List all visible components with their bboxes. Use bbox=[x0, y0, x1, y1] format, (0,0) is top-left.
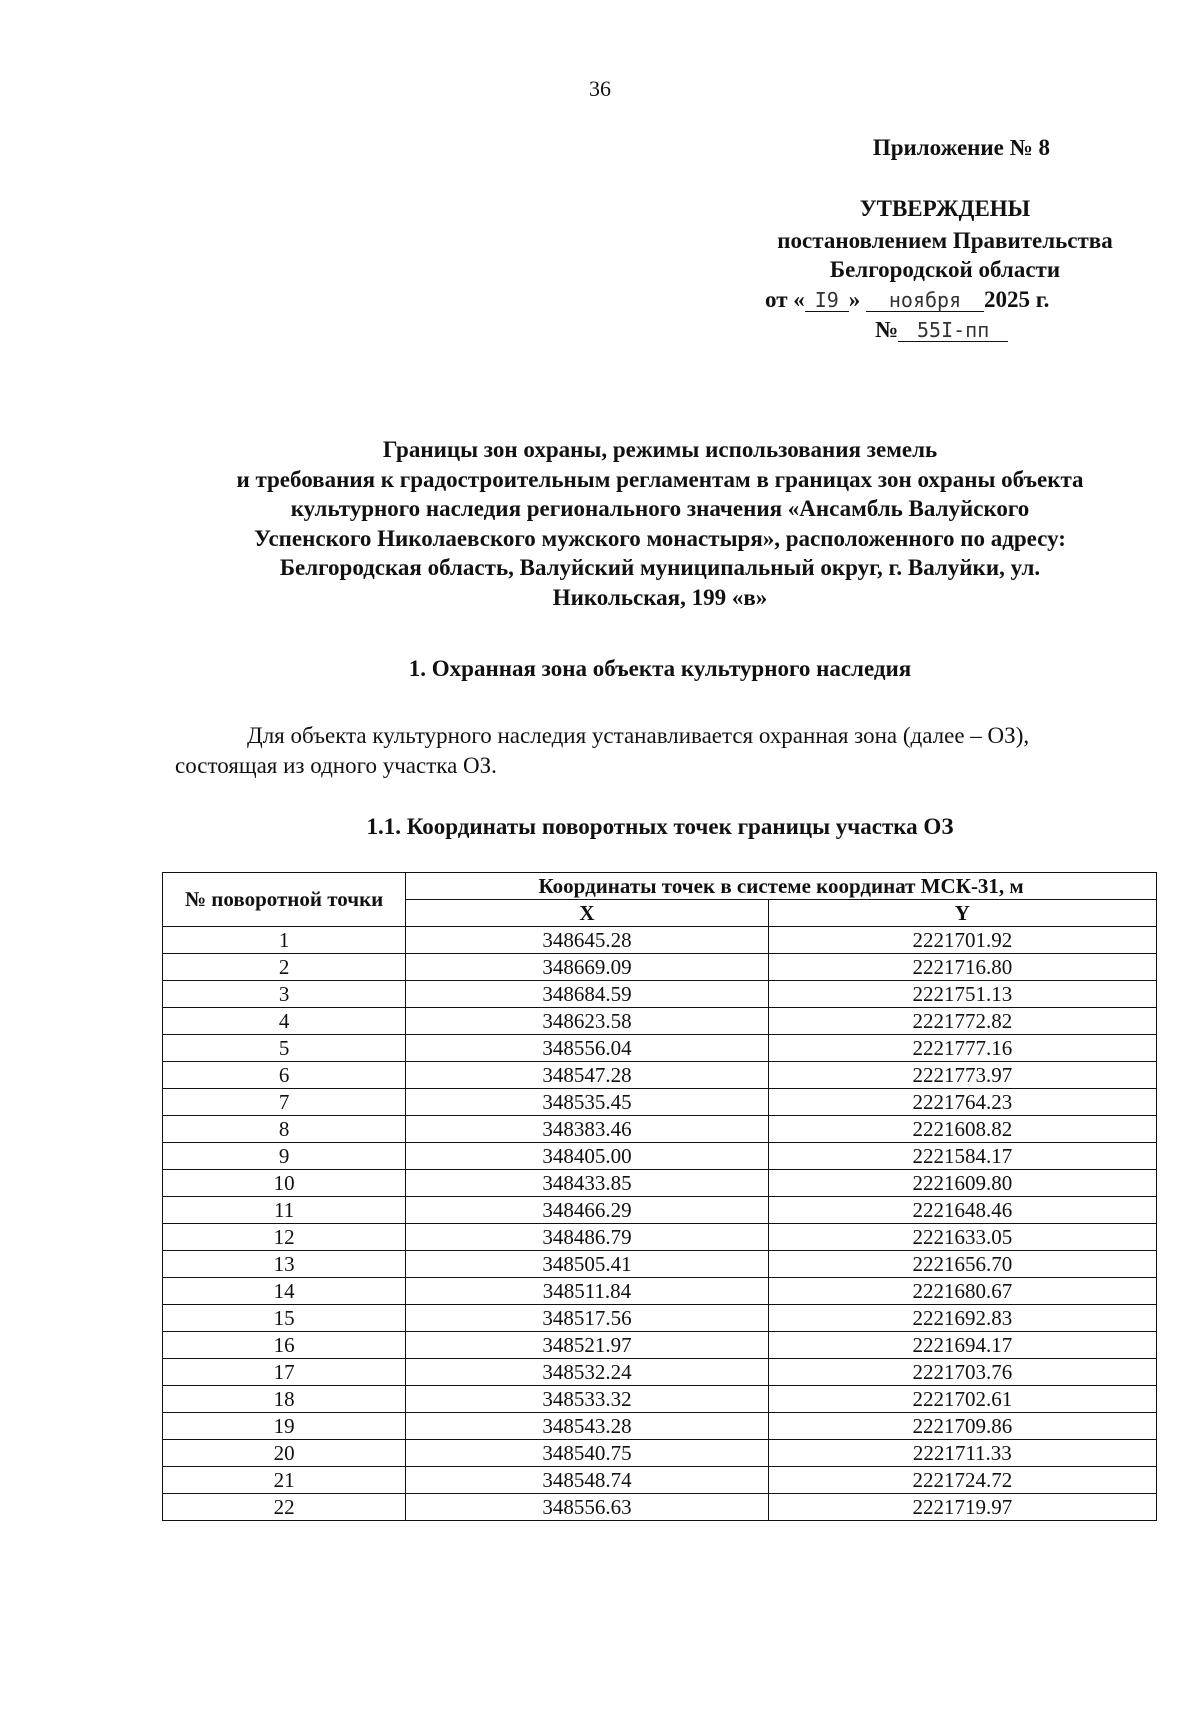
point-number-cell: 20 bbox=[163, 1440, 406, 1467]
x-coordinate-cell: 348540.75 bbox=[406, 1440, 768, 1467]
date-mid: » bbox=[848, 287, 861, 312]
point-number-cell: 18 bbox=[163, 1386, 406, 1413]
table-row bbox=[163, 1359, 1157, 1386]
x-coordinate-cell: 348405.00 bbox=[406, 1143, 768, 1170]
table-row bbox=[163, 1332, 1157, 1359]
point-number-cell: 6 bbox=[163, 1062, 406, 1089]
point-number-cell: 13 bbox=[163, 1251, 406, 1278]
title-line: Никольская, 199 «в» bbox=[552, 584, 768, 610]
point-number-cell: 14 bbox=[163, 1278, 406, 1305]
title-line: Белгородская область, Валуйский муниципальный округ, г. Валуйки, ул. bbox=[279, 555, 1041, 580]
date-day: I9 bbox=[805, 289, 849, 312]
table-row bbox=[163, 1089, 1157, 1116]
x-coordinate-cell: 348466.29 bbox=[406, 1197, 768, 1224]
point-number-cell: 5 bbox=[163, 1035, 406, 1062]
point-number-cell: 19 bbox=[163, 1413, 406, 1440]
table-row bbox=[163, 1170, 1157, 1197]
y-coordinate-cell: 2221777.16 bbox=[768, 1035, 1156, 1062]
table-row bbox=[163, 1224, 1157, 1251]
table-row bbox=[163, 1494, 1157, 1521]
point-number-cell: 10 bbox=[163, 1170, 406, 1197]
date-year: 2025 г. bbox=[984, 287, 1050, 312]
x-coordinate-cell: 348556.04 bbox=[406, 1035, 768, 1062]
table-row bbox=[163, 1413, 1157, 1440]
decree-number bbox=[875, 315, 1075, 344]
y-coordinate-cell: 2221656.70 bbox=[768, 1251, 1156, 1278]
y-coordinate-cell: 2221702.61 bbox=[768, 1386, 1156, 1413]
number-value: 55I-пп bbox=[898, 319, 1008, 342]
table-row bbox=[163, 1251, 1157, 1278]
table-row bbox=[163, 1008, 1157, 1035]
x-coordinate-cell: 348547.28 bbox=[406, 1062, 768, 1089]
x-coordinate-cell: 348556.63 bbox=[406, 1494, 768, 1521]
table-row bbox=[163, 954, 1157, 981]
y-coordinate-cell: 2221751.13 bbox=[768, 981, 1156, 1008]
table-row bbox=[163, 1440, 1157, 1467]
x-coordinate-cell: 348543.28 bbox=[406, 1413, 768, 1440]
date-prefix: от « bbox=[765, 287, 805, 312]
table-row bbox=[163, 1386, 1157, 1413]
table-row bbox=[163, 1278, 1157, 1305]
x-coordinate-cell: 348486.79 bbox=[406, 1224, 768, 1251]
y-coordinate-cell: 2221716.80 bbox=[768, 954, 1156, 981]
approved-heading: УТВЕРЖДЕНЫ bbox=[859, 196, 1031, 221]
header-x: X bbox=[406, 900, 768, 927]
y-coordinate-cell: 2221703.76 bbox=[768, 1359, 1156, 1386]
point-number-cell: 12 bbox=[163, 1224, 406, 1251]
x-coordinate-cell: 348505.41 bbox=[406, 1251, 768, 1278]
y-coordinate-cell: 2221692.83 bbox=[768, 1305, 1156, 1332]
point-number-cell: 15 bbox=[163, 1305, 406, 1332]
x-coordinate-cell: 348548.74 bbox=[406, 1467, 768, 1494]
table-row bbox=[163, 1035, 1157, 1062]
body-paragraph bbox=[175, 721, 1155, 781]
x-coordinate-cell: 348511.84 bbox=[406, 1278, 768, 1305]
title-line: и требования к градостроительным регламентам в границах зон охраны объекта bbox=[236, 466, 1084, 492]
x-coordinate-cell: 348684.59 bbox=[406, 981, 768, 1008]
document-title bbox=[160, 435, 1160, 612]
approved-by-line: постановлением Правительства bbox=[777, 228, 1113, 253]
title-line: Успенского Николаевского мужского монастыря», расположенного по адресу: bbox=[254, 525, 1066, 551]
number-prefix: № bbox=[875, 317, 899, 342]
y-coordinate-cell: 2221648.46 bbox=[768, 1197, 1156, 1224]
table-heading: 1.1. Координаты поворотных точек границы участка ОЗ bbox=[366, 814, 954, 839]
y-coordinate-cell: 2221633.05 bbox=[768, 1224, 1156, 1251]
table-row bbox=[163, 1143, 1157, 1170]
y-coordinate-cell: 2221608.82 bbox=[768, 1116, 1156, 1143]
header-coordinates: Координаты точек в системе координат МСК-31, м bbox=[406, 873, 1157, 900]
title-line: культурного наследия регионального значения «Ансамбль Валуйского bbox=[290, 496, 1030, 521]
table-body bbox=[163, 927, 1157, 1521]
x-coordinate-cell: 348669.09 bbox=[406, 954, 768, 981]
coordinates-table bbox=[162, 872, 1157, 1521]
table-row bbox=[163, 1116, 1157, 1143]
point-number-cell: 11 bbox=[163, 1197, 406, 1224]
point-number-cell: 7 bbox=[163, 1089, 406, 1116]
point-number-cell: 21 bbox=[163, 1467, 406, 1494]
x-coordinate-cell: 348645.28 bbox=[406, 927, 768, 954]
y-coordinate-cell: 2221694.17 bbox=[768, 1332, 1156, 1359]
y-coordinate-cell: 2221609.80 bbox=[768, 1170, 1156, 1197]
section-heading: 1. Охранная зона объекта культурного наследия bbox=[408, 656, 912, 681]
y-coordinate-cell: 2221724.72 bbox=[768, 1467, 1156, 1494]
header-y: Y bbox=[768, 900, 1156, 927]
body-line: Для объекта культурного наследия устанавливается охранная зона (далее – ОЗ), bbox=[247, 723, 1030, 748]
table-row bbox=[163, 1305, 1157, 1332]
x-coordinate-cell: 348433.85 bbox=[406, 1170, 768, 1197]
y-coordinate-cell: 2221709.86 bbox=[768, 1413, 1156, 1440]
table-row bbox=[163, 1062, 1157, 1089]
point-number-cell: 16 bbox=[163, 1332, 406, 1359]
x-coordinate-cell: 348383.46 bbox=[406, 1116, 768, 1143]
point-number-cell: 17 bbox=[163, 1359, 406, 1386]
x-coordinate-cell: 348517.56 bbox=[406, 1305, 768, 1332]
x-coordinate-cell: 348623.58 bbox=[406, 1008, 768, 1035]
y-coordinate-cell: 2221584.17 bbox=[768, 1143, 1156, 1170]
table-row bbox=[163, 927, 1157, 954]
appendix-label: Приложение № 8 bbox=[872, 135, 1050, 160]
point-number-cell: 3 bbox=[163, 981, 406, 1008]
y-coordinate-cell: 2221680.67 bbox=[768, 1278, 1156, 1305]
point-number-cell: 2 bbox=[163, 954, 406, 981]
point-number-cell: 8 bbox=[163, 1116, 406, 1143]
y-coordinate-cell: 2221719.97 bbox=[768, 1494, 1156, 1521]
title-line: Границы зон охраны, режимы использования земель bbox=[382, 437, 938, 462]
body-line: состоящая из одного участка ОЗ. bbox=[175, 753, 497, 778]
y-coordinate-cell: 2221711.33 bbox=[768, 1440, 1156, 1467]
table-row bbox=[163, 1467, 1157, 1494]
date-month: ноября bbox=[866, 289, 984, 312]
table-row bbox=[163, 1197, 1157, 1224]
header-point-number: № поворотной точки bbox=[163, 873, 406, 927]
table-row bbox=[163, 981, 1157, 1008]
point-number-cell: 9 bbox=[163, 1143, 406, 1170]
point-number-cell: 1 bbox=[163, 927, 406, 954]
y-coordinate-cell: 2221772.82 bbox=[768, 1008, 1156, 1035]
decree-date bbox=[765, 285, 1165, 314]
point-number-cell: 22 bbox=[163, 1494, 406, 1521]
point-number-cell: 4 bbox=[163, 1008, 406, 1035]
x-coordinate-cell: 348532.24 bbox=[406, 1359, 768, 1386]
x-coordinate-cell: 348521.97 bbox=[406, 1332, 768, 1359]
y-coordinate-cell: 2221701.92 bbox=[768, 927, 1156, 954]
region-line: Белгородской области bbox=[829, 257, 1061, 282]
page-number: 36 bbox=[589, 76, 611, 101]
y-coordinate-cell: 2221773.97 bbox=[768, 1062, 1156, 1089]
x-coordinate-cell: 348533.32 bbox=[406, 1386, 768, 1413]
y-coordinate-cell: 2221764.23 bbox=[768, 1089, 1156, 1116]
x-coordinate-cell: 348535.45 bbox=[406, 1089, 768, 1116]
